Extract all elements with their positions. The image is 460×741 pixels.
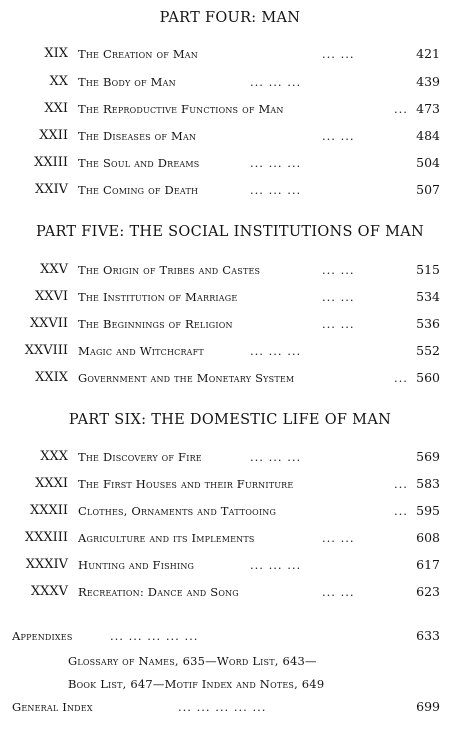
chapter-title: The Beginnings of Religion [78, 317, 233, 331]
appendixes-sub-line: Glossary of Names, 635—Word List, 643— [68, 654, 317, 668]
chapter-title: The Body of Man [78, 75, 176, 89]
toc-entry[interactable] [0, 369, 460, 387]
toc-entry[interactable] [0, 529, 460, 547]
toc-entry[interactable] [0, 315, 460, 333]
leader-dots: ... [394, 371, 408, 385]
leader-dots: ... ... [322, 290, 355, 304]
chapter-numeral: XXX [40, 449, 68, 464]
chapter-title: The Soul and Dreams [78, 156, 200, 170]
leader-dots: ... ... ... [250, 75, 302, 89]
chapter-numeral: XXIX [35, 370, 68, 385]
chapter-numeral: XXVII [29, 316, 68, 331]
chapter-title: The Institution of Marriage [78, 290, 238, 304]
chapter-numeral: XIX [44, 46, 68, 61]
page-number: 699 [416, 699, 440, 714]
part-four-heading: PART FOUR: MAN [159, 10, 301, 26]
toc-entry[interactable] [0, 45, 460, 63]
toc-entry-general-index[interactable] [0, 698, 460, 716]
part-five-heading: PART FIVE: THE SOCIAL INSTITUTIONS OF MAN [35, 224, 425, 240]
leader-dots: ... ... ... [250, 156, 302, 170]
leader-dots: ... [394, 102, 408, 116]
toc-entry[interactable] [0, 342, 460, 360]
toc-entry[interactable] [0, 127, 460, 145]
chapter-title: The Origin of Tribes and Castes [78, 263, 261, 277]
leader-dots: ... ... [322, 263, 355, 277]
leader-dots: ... ... ... [250, 450, 302, 464]
chapter-title: Recreation: Dance and Song [78, 585, 239, 599]
page-number: 623 [416, 584, 440, 599]
chapter-title: Hunting and Fishing [78, 558, 195, 572]
toc-entry[interactable] [0, 475, 460, 493]
toc-entry[interactable] [0, 261, 460, 279]
leader-dots: ... ... [322, 47, 355, 61]
toc-entry[interactable] [0, 73, 460, 91]
chapter-numeral: XXXII [29, 503, 68, 518]
page-number: 560 [416, 370, 440, 385]
page-number: 536 [416, 316, 440, 331]
page-number: 552 [416, 343, 440, 358]
leader-dots: ... ... [322, 129, 355, 143]
chapter-numeral: XXXI [35, 476, 68, 491]
page-number: 595 [416, 503, 440, 518]
leader-dots: ... ... [322, 585, 355, 599]
leader-dots: ... ... [322, 317, 355, 331]
toc-entry-appendixes[interactable] [0, 627, 460, 645]
toc-entry[interactable] [0, 502, 460, 520]
chapter-numeral: XXXV [30, 584, 68, 599]
page-number: 534 [416, 289, 440, 304]
chapter-numeral: XXXIII [24, 530, 68, 545]
leader-dots: ... ... ... ... ... [110, 629, 199, 643]
page-number: 617 [416, 557, 440, 572]
leader-dots: ... ... ... [250, 344, 302, 358]
leader-dots: ... ... ... [250, 558, 302, 572]
chapter-title: The Diseases of Man [78, 129, 197, 143]
chapter-title: Agriculture and its Implements [78, 531, 255, 545]
page-number: 507 [416, 182, 440, 197]
page-number: 504 [416, 155, 440, 170]
chapter-numeral: XX [49, 74, 68, 89]
page-number: 515 [416, 262, 440, 277]
toc-entry[interactable] [0, 556, 460, 574]
page-number: 633 [416, 628, 440, 643]
page-number: 569 [416, 449, 440, 464]
leader-dots: ... ... ... [250, 183, 302, 197]
chapter-numeral: XXI [44, 101, 68, 116]
chapter-title: The Reproductive Functions of Man [78, 102, 284, 116]
toc-entry[interactable] [0, 100, 460, 118]
chapter-title: The Coming of Death [78, 183, 199, 197]
leader-dots: ... [394, 504, 408, 518]
appendixes-title: Appendixes [12, 629, 73, 643]
chapter-numeral: XXVI [34, 289, 68, 304]
chapter-numeral: XXIII [34, 155, 68, 170]
leader-dots: ... [394, 477, 408, 491]
chapter-numeral: XXXIV [25, 557, 68, 572]
toc-entry[interactable] [0, 288, 460, 306]
leader-dots: ... ... [322, 531, 355, 545]
chapter-title: Government and the Monetary System [78, 371, 295, 385]
page-number: 439 [416, 74, 440, 89]
chapter-numeral: XXII [39, 128, 68, 143]
appendixes-sub-line: Book List, 647—Motif Index and Notes, 649 [68, 677, 325, 691]
chapter-title: The First Houses and their Furniture [78, 477, 294, 491]
page-number: 421 [416, 46, 440, 61]
general-index-title: General Index [12, 700, 93, 714]
page-number: 484 [416, 128, 440, 143]
toc-entry[interactable] [0, 448, 460, 466]
page-number: 583 [416, 476, 440, 491]
part-six-heading: PART SIX: THE DOMESTIC LIFE OF MAN [68, 412, 392, 428]
page-number: 608 [416, 530, 440, 545]
toc-entry[interactable] [0, 154, 460, 172]
toc-entry[interactable] [0, 181, 460, 199]
toc-entry[interactable] [0, 583, 460, 601]
leader-dots: ... ... ... ... ... [178, 700, 267, 714]
chapter-numeral: XXV [40, 262, 68, 277]
chapter-title: Magic and Witchcraft [78, 344, 204, 358]
chapter-numeral: XXIV [34, 182, 68, 197]
page-number: 473 [416, 101, 440, 116]
chapter-numeral: XXVIII [24, 343, 68, 358]
chapter-title: Clothes, Ornaments and Tattooing [78, 504, 277, 518]
chapter-title: The Creation of Man [78, 47, 198, 61]
chapter-title: The Discovery of Fire [78, 450, 202, 464]
